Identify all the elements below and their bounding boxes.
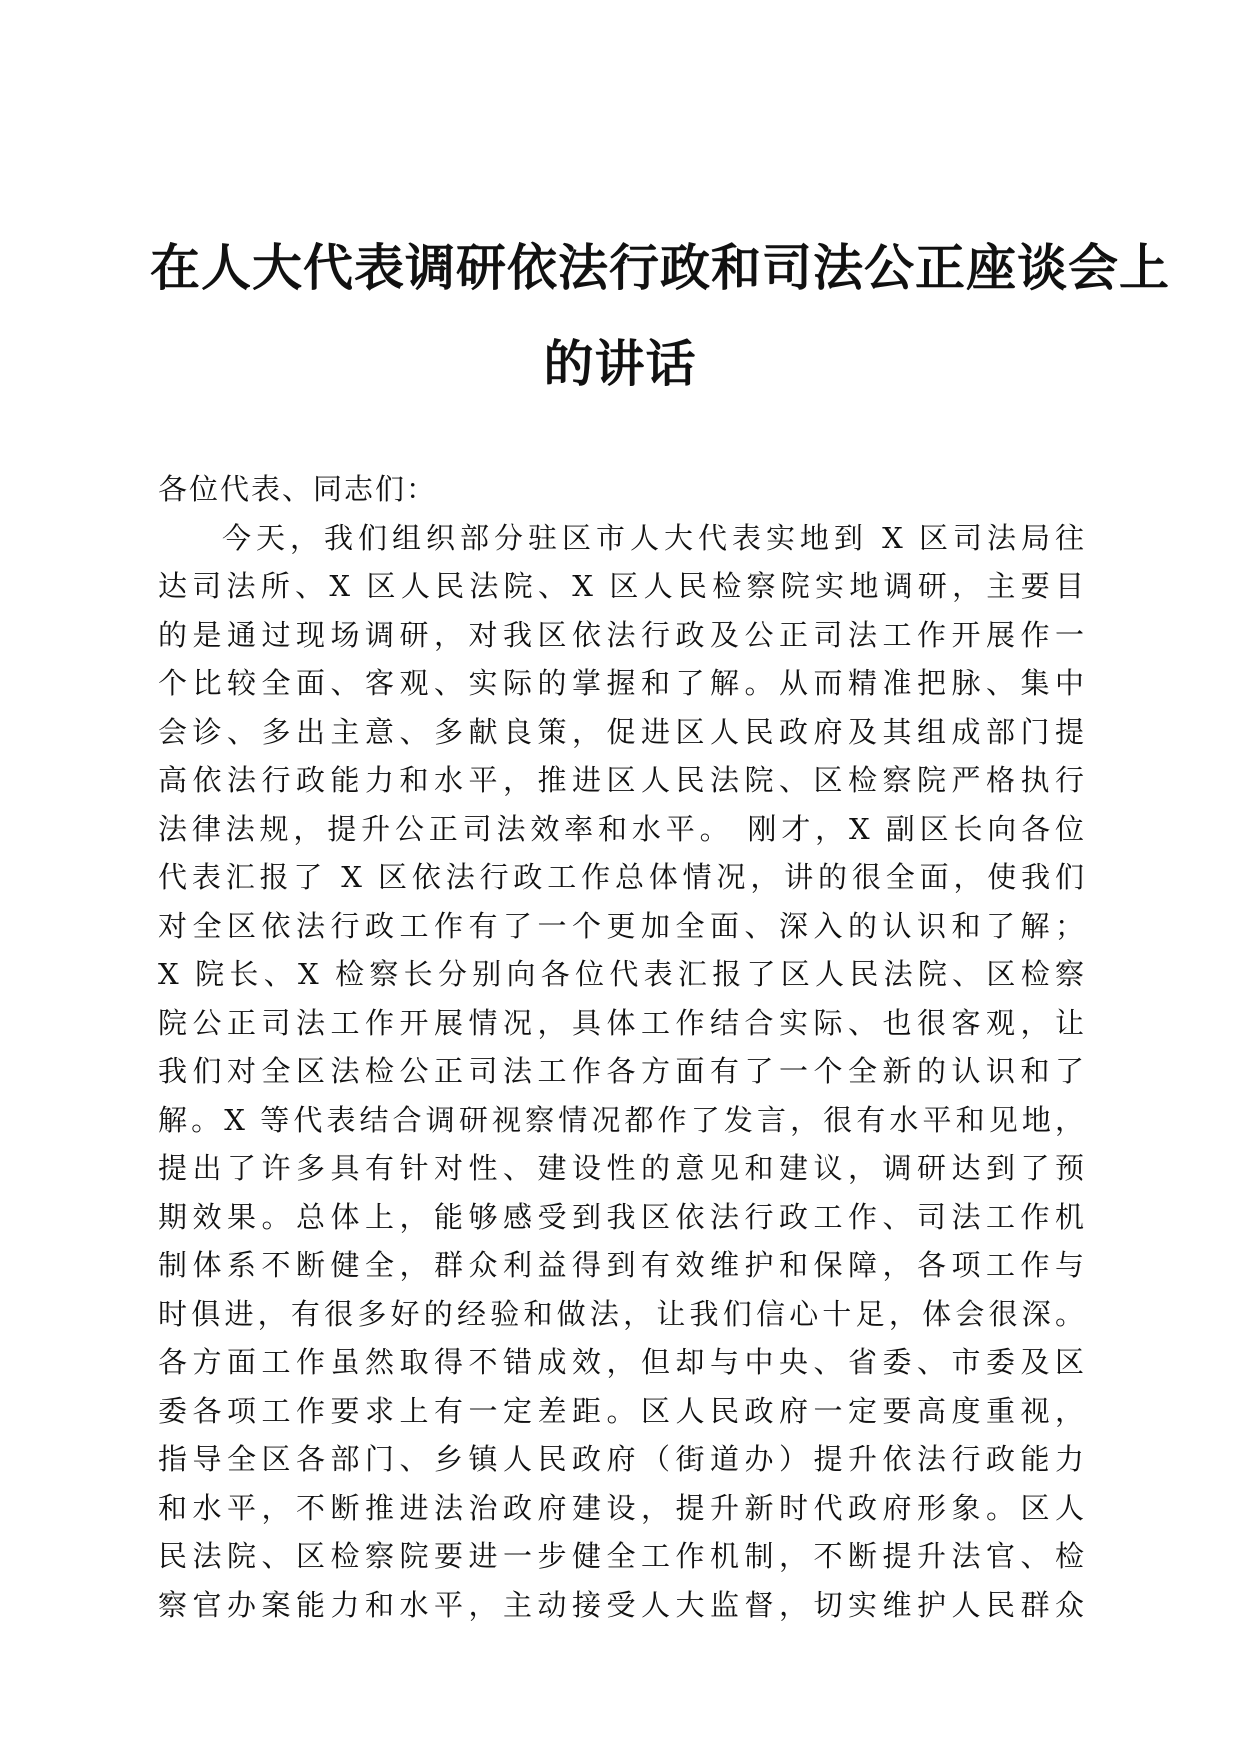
body-line: 期效果。总体上，能够感受到我区依法行政工作、司法工作机	[158, 1199, 1086, 1234]
document-body	[158, 465, 1086, 1629]
salutation: 各位代表、同志们：	[158, 472, 438, 506]
document-title	[150, 220, 1170, 412]
body-line: 会诊、多出主意、多献良策，促进区人民政府及其组成部门提	[158, 714, 1086, 749]
body-line: 时俱进，有很多好的经验和做法，让我们信心十足，体会很深。	[158, 1296, 1086, 1331]
body-line: 对全区依法行政工作有了一个更加全面、深入的认识和了解；	[158, 908, 1086, 943]
body-line: 指导全区各部门、乡镇人民政府（街道办）提升依法行政能力	[158, 1442, 1086, 1476]
body-line: 解。X 等代表结合调研视察情况都作了发言，很有水平和见地，	[158, 1102, 1086, 1137]
body-line: 和水平，不断推进法治政府建设，提升新时代政府形象。区人	[158, 1490, 1086, 1525]
body-line: 法律法规，提升公正司法效率和水平。 刚才，X 副区长向各位	[158, 811, 1086, 846]
body-line: X 院长、X 检察长分别向各位代表汇报了区人民法院、区检察	[158, 957, 1086, 991]
body-line: 民法院、区检察院要进一步健全工作机制，不断提升法官、检	[158, 1539, 1086, 1573]
body-line: 察官办案能力和水平，主动接受人大监督，切实维护人民群众	[158, 1587, 1086, 1622]
body-line: 的是通过现场调研，对我区依法行政及公正司法工作开展作一	[158, 617, 1086, 652]
body-line: 提出了许多具有针对性、建设性的意见和建议，调研达到了预	[158, 1151, 1086, 1185]
body-line: 高依法行政能力和水平，推进区人民法院、区检察院严格执行	[158, 763, 1086, 797]
body-line: 代表汇报了 X 区依法行政工作总体情况，讲的很全面，使我们	[158, 860, 1086, 894]
body-line: 制体系不断健全，群众利益得到有效维护和保障，各项工作与	[158, 1248, 1086, 1282]
body-line: 委各项工作要求上有一定差距。区人民政府一定要高度重视，	[158, 1393, 1086, 1428]
body-line: 今天，我们组织部分驻区市人大代表实地到 X 区司法局往	[222, 520, 1086, 555]
title-line-1: 在人大代表调研依法行政和司法公正座谈会上	[150, 238, 1170, 297]
body-line: 我们对全区法检公正司法工作各方面有了一个全新的认识和了	[158, 1054, 1086, 1088]
body-line: 个比较全面、客观、实际的掌握和了解。从而精准把脉、集中	[158, 666, 1086, 700]
body-line: 院公正司法工作开展情况，具体工作结合实际、也很客观，让	[158, 1005, 1086, 1040]
body-line: 达司法所、X 区人民法院、X 区人民检察院实地调研，主要目	[158, 569, 1086, 603]
title-line-2: 的讲话	[543, 334, 697, 393]
body-line: 各方面工作虽然取得不错成效，但却与中央、省委、市委及区	[158, 1345, 1086, 1379]
